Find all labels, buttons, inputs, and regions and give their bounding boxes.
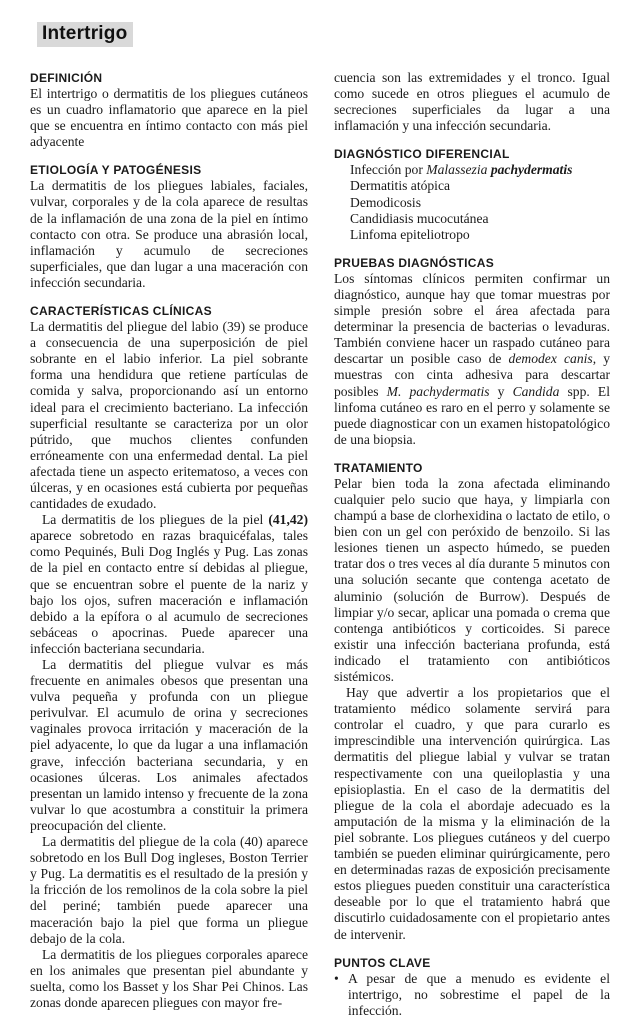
pruebas-text-1: Los síntomas clínicos permiten confirmar un diagnóstico, aunque hay que tomar muestras por simple presión sobre el área afectada para determinar la presencia de bacterias o levaduras. También conviene hacer un raspado cutáneo para descartar un posible caso de — [334, 270, 610, 367]
heading-definicion: DEFINICIÓN — [30, 71, 103, 85]
heading-etiologia: ETIOLOGÍA Y PATOGÉNESIS — [30, 163, 202, 178]
tratamiento-paragraph-2: Hay que advertir a los propietarios que el tratamiento médico solamente servirá para controlar el cuadro, y que para curarlo es imprescindible una intervención quirúrgica. Las dermatitis del pliegue labial y vulvar se tratan respectivamente con una queiloplastia y una episioplastia. En el caso de la dermatitis del pliegue de la cola el abordaje adecuado es la amputación de la misma y la eliminación de la piel sobrante. Los pliegues cutáneos y del cuerpo también se pueden eliminar quirúrgicamente, pero en determinadas razas de exposición precisamente estos pliegues pueden constituir una característica deseable por lo que el tratamiento habrá que discutirlo cuidadosamente con el propietario antes de intervenir. — [334, 685, 610, 942]
list-item: Dermatitis atópica — [350, 178, 451, 194]
section-etiologia — [30, 162, 308, 291]
p2-text-start: La dermatitis de los pliegues de la piel — [42, 512, 269, 528]
right-column — [334, 70, 610, 1031]
continuation-text: cuencia son las extremidades y el tronco. Igual como sucede en otros pliegues el acumulo de secreciones superficiales da lugar a una inflamación y una infección secundaria. — [334, 70, 610, 134]
list-item: Candidiasis mucocutánea — [350, 210, 489, 226]
heading-tratamiento: TRATAMIENTO — [334, 460, 423, 475]
heading-puntos: PUNTOS CLAVE — [334, 955, 431, 970]
section-caracteristicas — [30, 303, 308, 1011]
tratamiento-paragraph-1: Pelar bien toda la zona afectada eliminando cualquier pelo sucio que haya, y limpiarla con champú a base de clorhexidina o lactato de etilo, o bien con un gel con peróxido de benzoilo. Si las lesiones tienen un aspecto húmedo, se pueden tratar dos o tres veces al día durante 5 minutos con una solución secante que contenga acetato de aluminio (solución de Burrow). Después de limpiar y/o secar, aplicar una pomada o crema que contenga antibióticos y corticoides. Si parece existir una infección bacteriana profunda, está indicado el tratamiento con antibióticos sistémicos. — [334, 475, 610, 684]
section-diagnostico — [334, 146, 610, 242]
item1-prefix: Infección por — [350, 162, 427, 178]
list-item: Linfoma epiteliotropo — [350, 226, 470, 242]
pruebas-text-3: y — [489, 383, 513, 399]
definicion-text: El intertrigo o dermatitis de los pliegues cutáneos es un cuadro inflamatorio que aparece en la piel que se encuentra en íntimo contacto con más piel adyacente — [30, 86, 308, 150]
item1-genus: Malassezia — [426, 162, 488, 178]
section-definicion — [30, 70, 308, 150]
caracteristicas-paragraph-4: La dermatitis del pliegue de la cola (40) aparece sobretodo en los Bull Dog ingleses, Boston Terrier y Pug. La dermatitis es el resultado de la presión y la fricción de los remolinos de la cola sobre la piel del periné; también puede aparecer una maceración bajo la piel que forma un pliegue debajo de la cola. — [30, 834, 308, 946]
list-item — [350, 162, 610, 178]
pruebas-italic-1: demodex canis — [508, 351, 593, 367]
section-continuation — [334, 70, 610, 134]
heading-pruebas: PRUEBAS DIAGNÓSTICAS — [334, 255, 495, 270]
section-puntos — [334, 955, 610, 1019]
key-points-list — [334, 971, 610, 1019]
pruebas-italic-2: M. pachydermatis — [386, 383, 490, 399]
heading-diagnostico: DIAGNÓSTICO DIFERENCIAL — [334, 147, 510, 162]
caracteristicas-paragraph-2 — [30, 512, 308, 657]
section-tratamiento — [334, 460, 610, 943]
caracteristicas-paragraph-1: La dermatitis del pliegue del labio (39) se produce a consecuencia de una superposición de piel sobrante en el labio inferior. La piel sobrante forma una hendidura que retiene partículas de comida y salva, proporcionando así un entorno ideal para el crecimiento bacteriano. La infección superficial resultante se caracteriza por un olor pútrido, que muchos clientes confunden erróneamente con una enfermedad dental. La piel afectada tiene un aspecto eritematoso, a veces con úlceras, y en ocasiones está cubierta por pequeñas cantidades de exudado. — [30, 319, 308, 512]
list-item: • A pesar de que a menudo es evidente el intertrigo, no sobrestime el papel de la infección. — [334, 971, 610, 1019]
heading-caracteristicas: CARACTERÍSTICAS CLÍNICAS — [30, 304, 212, 319]
item1-species: pachydermatis — [490, 162, 573, 178]
section-pruebas — [334, 255, 610, 448]
list-item: Demodicosis — [350, 194, 421, 210]
pruebas-text — [334, 271, 610, 448]
figure-reference: (41,42) — [268, 512, 308, 528]
caracteristicas-paragraph-3: La dermatitis del pliegue vulvar es más frecuente en animales obesos que presentan una vulva pequeña y profunda con un pliegue perivulvar. El acumulo de orina y secreciones vaginales provoca irritación y maceración de la piel adyacente, lo que da lugar a una inflamación grave, infección bacteriana secundaria, y en ocasiones úlceras. Los animales afectados presentan un lamido intenso y frecuente de la zona vulvar lo que acostumbra a constituir la primera preocupación del cliente. — [30, 657, 308, 833]
pruebas-italic-3: Candida — [512, 383, 560, 399]
differential-list — [334, 162, 610, 242]
pruebas-text-4: spp. El linfoma cutáneo es raro en el perro y solamente se puede diagnosticar con un examen histopatológico de una biopsia. — [334, 383, 610, 447]
p2-text-end: aparece sobretodo en razas braquicéfalas, tales como Pequinés, Buli Dog Inglés y Pug. Las zonas de la piel en contacto entre sí debidas al pliegue, que se encuentran sobre el puente de la nariz y bajo los ojos, sufren maceración e inflamación debido a la epífora o al acumulo de secreciones sebáceas o apocrinas. Puede aparecer una infección bacteriana secundaria. — [30, 528, 308, 656]
page-title: Intertrigo — [37, 22, 133, 47]
caracteristicas-paragraph-5: La dermatitis de los pliegues corporales aparece en los animales que presentan piel abundante y suelta, como los Basset y los Shar Pei Chinos. Las zonas donde aparecen pliegues con mayor fre- — [30, 946, 308, 1010]
pruebas-text-2: , y muestras con cinta adhesiva para descartar posibles — [334, 351, 611, 399]
etiologia-text: La dermatitis de los pliegues labiales, faciales, vulvar, corporales y de la cola aparece de resultas de la inflamación de una zona de la piel en íntimo contacto con otra. Se produce una abrasión local, inflamación y acumulo de secreciones superficiales, que dan lugar a una maceración con infección secundaria. — [30, 178, 308, 290]
left-column — [30, 70, 308, 1023]
